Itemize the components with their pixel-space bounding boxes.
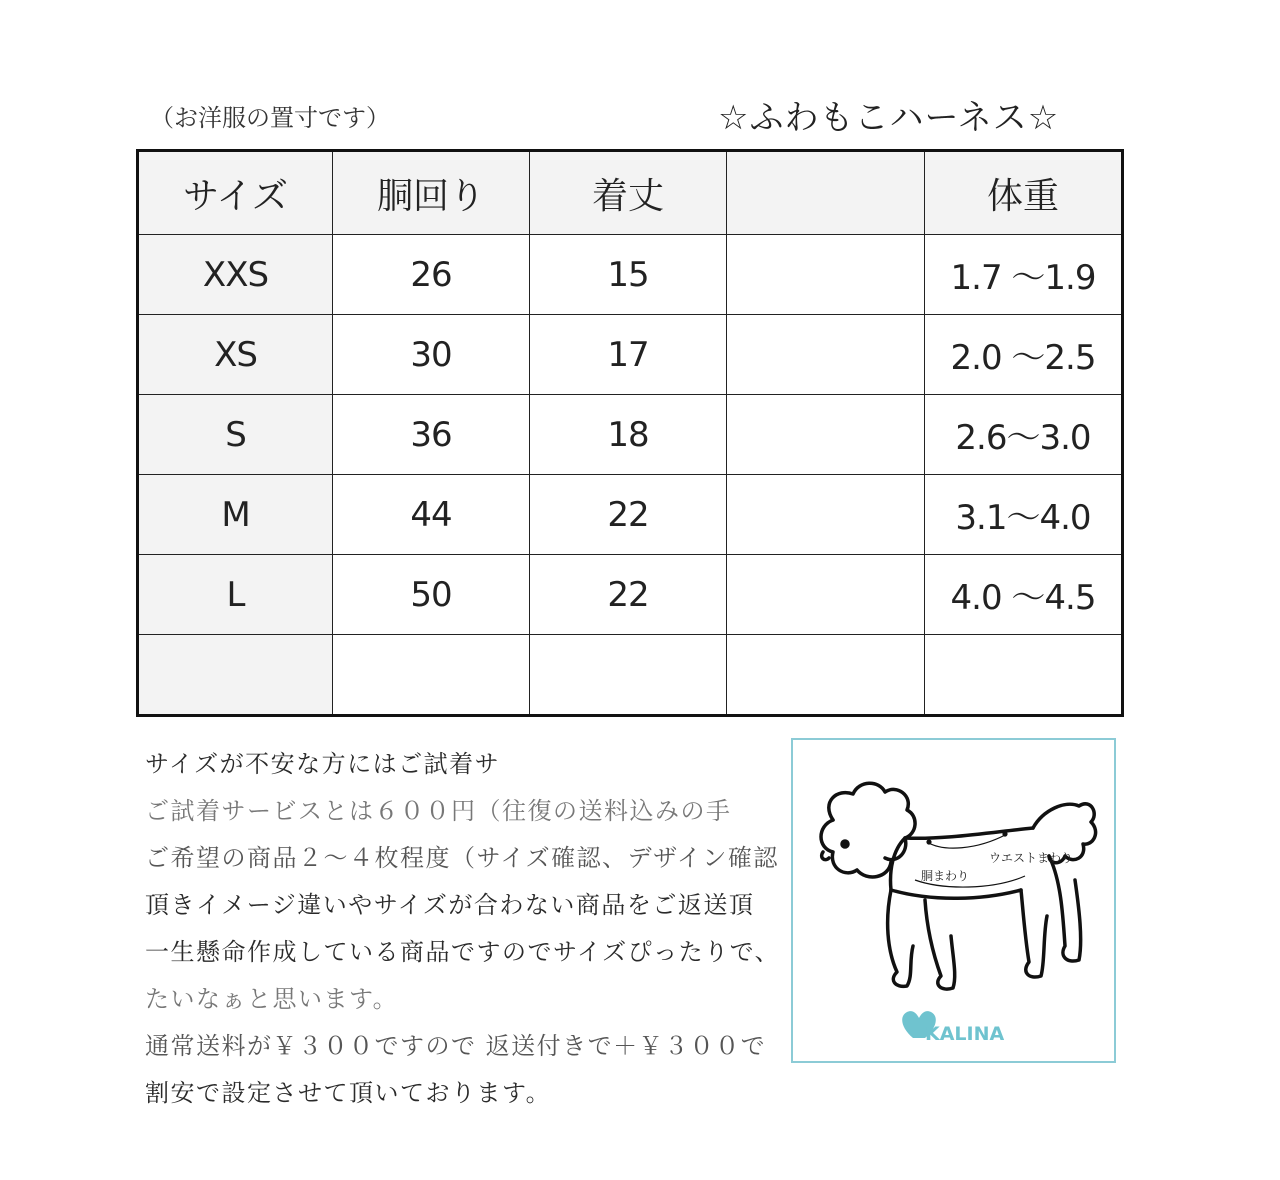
description-line: 一生懸命作成している商品ですのでサイズぴったりで、	[145, 938, 781, 966]
blank-cell	[727, 635, 925, 716]
blank-cell	[727, 475, 925, 555]
chest-cell: 36	[333, 395, 530, 475]
description-line: ご試着サービスとは６００円（往復の送料込みの手	[145, 797, 732, 825]
description-line: たいなぁと思います。	[145, 985, 399, 1013]
size-chart-table	[136, 149, 1124, 717]
table-row	[138, 635, 1123, 716]
length-cell: 17	[530, 315, 727, 395]
weight-cell: 4.0 〜4.5	[925, 555, 1123, 635]
length-cell: 15	[530, 235, 727, 315]
length-cell	[530, 635, 727, 716]
blank-cell	[727, 315, 925, 395]
weight-cell: 2.0 〜2.5	[925, 315, 1123, 395]
table-row	[138, 315, 1123, 395]
chest-cell: 26	[333, 235, 530, 315]
header-length: 着丈	[530, 151, 727, 235]
kalina-logo	[902, 1011, 1004, 1045]
description-line: 通常送料が￥３００ですので 返送付きで＋￥３００で	[145, 1032, 767, 1060]
header-weight: 体重	[925, 151, 1123, 235]
measurement-illustration	[791, 738, 1116, 1063]
trial-service-description	[145, 744, 787, 1120]
length-cell: 22	[530, 555, 727, 635]
chest-cell: 50	[333, 555, 530, 635]
blank-cell	[727, 395, 925, 475]
chest-cell: 30	[333, 315, 530, 395]
chest-cell: 44	[333, 475, 530, 555]
header-chest: 胴回り	[333, 151, 530, 235]
logo-text: KALINA	[925, 1023, 1005, 1045]
description-line: 頂きイメージ違いやサイズが合わない商品をご返送頂	[145, 891, 755, 919]
size-cell: M	[138, 475, 333, 555]
weight-cell: 3.1〜4.0	[925, 475, 1123, 555]
size-cell: S	[138, 395, 333, 475]
table-row	[138, 475, 1123, 555]
weight-cell: 1.7 〜1.9	[925, 235, 1123, 315]
description-line: ご希望の商品２～４枚程度（サイズ確認、デザイン確認	[145, 844, 779, 872]
length-cell: 22	[530, 475, 727, 555]
dog-outline-icon	[821, 783, 1096, 989]
label-chest: 胴まわり	[921, 869, 970, 883]
description-line: サイズが不安な方にはご試着サ	[145, 750, 501, 778]
measurement-note: （お洋服の置寸です）	[150, 104, 390, 132]
table-header-row	[138, 151, 1123, 235]
size-cell: L	[138, 555, 333, 635]
description-line: 割安で設定させて頂いております。	[145, 1079, 552, 1107]
blank-cell	[727, 555, 925, 635]
label-waist: ウエストまわり	[989, 851, 1074, 865]
table-row	[138, 555, 1123, 635]
table-row	[138, 395, 1123, 475]
dog-measurement-diagram	[793, 740, 1114, 1061]
blank-cell	[727, 235, 925, 315]
weight-cell	[925, 635, 1123, 716]
size-cell: XS	[138, 315, 333, 395]
header-size: サイズ	[138, 151, 333, 235]
header-blank	[727, 151, 925, 235]
product-title: ☆ふわもこハーネス☆	[718, 98, 1060, 138]
table-row	[138, 235, 1123, 315]
size-cell: XXS	[138, 235, 333, 315]
weight-cell: 2.6〜3.0	[925, 395, 1123, 475]
size-cell	[138, 635, 333, 716]
length-cell: 18	[530, 395, 727, 475]
chest-cell	[333, 635, 530, 716]
